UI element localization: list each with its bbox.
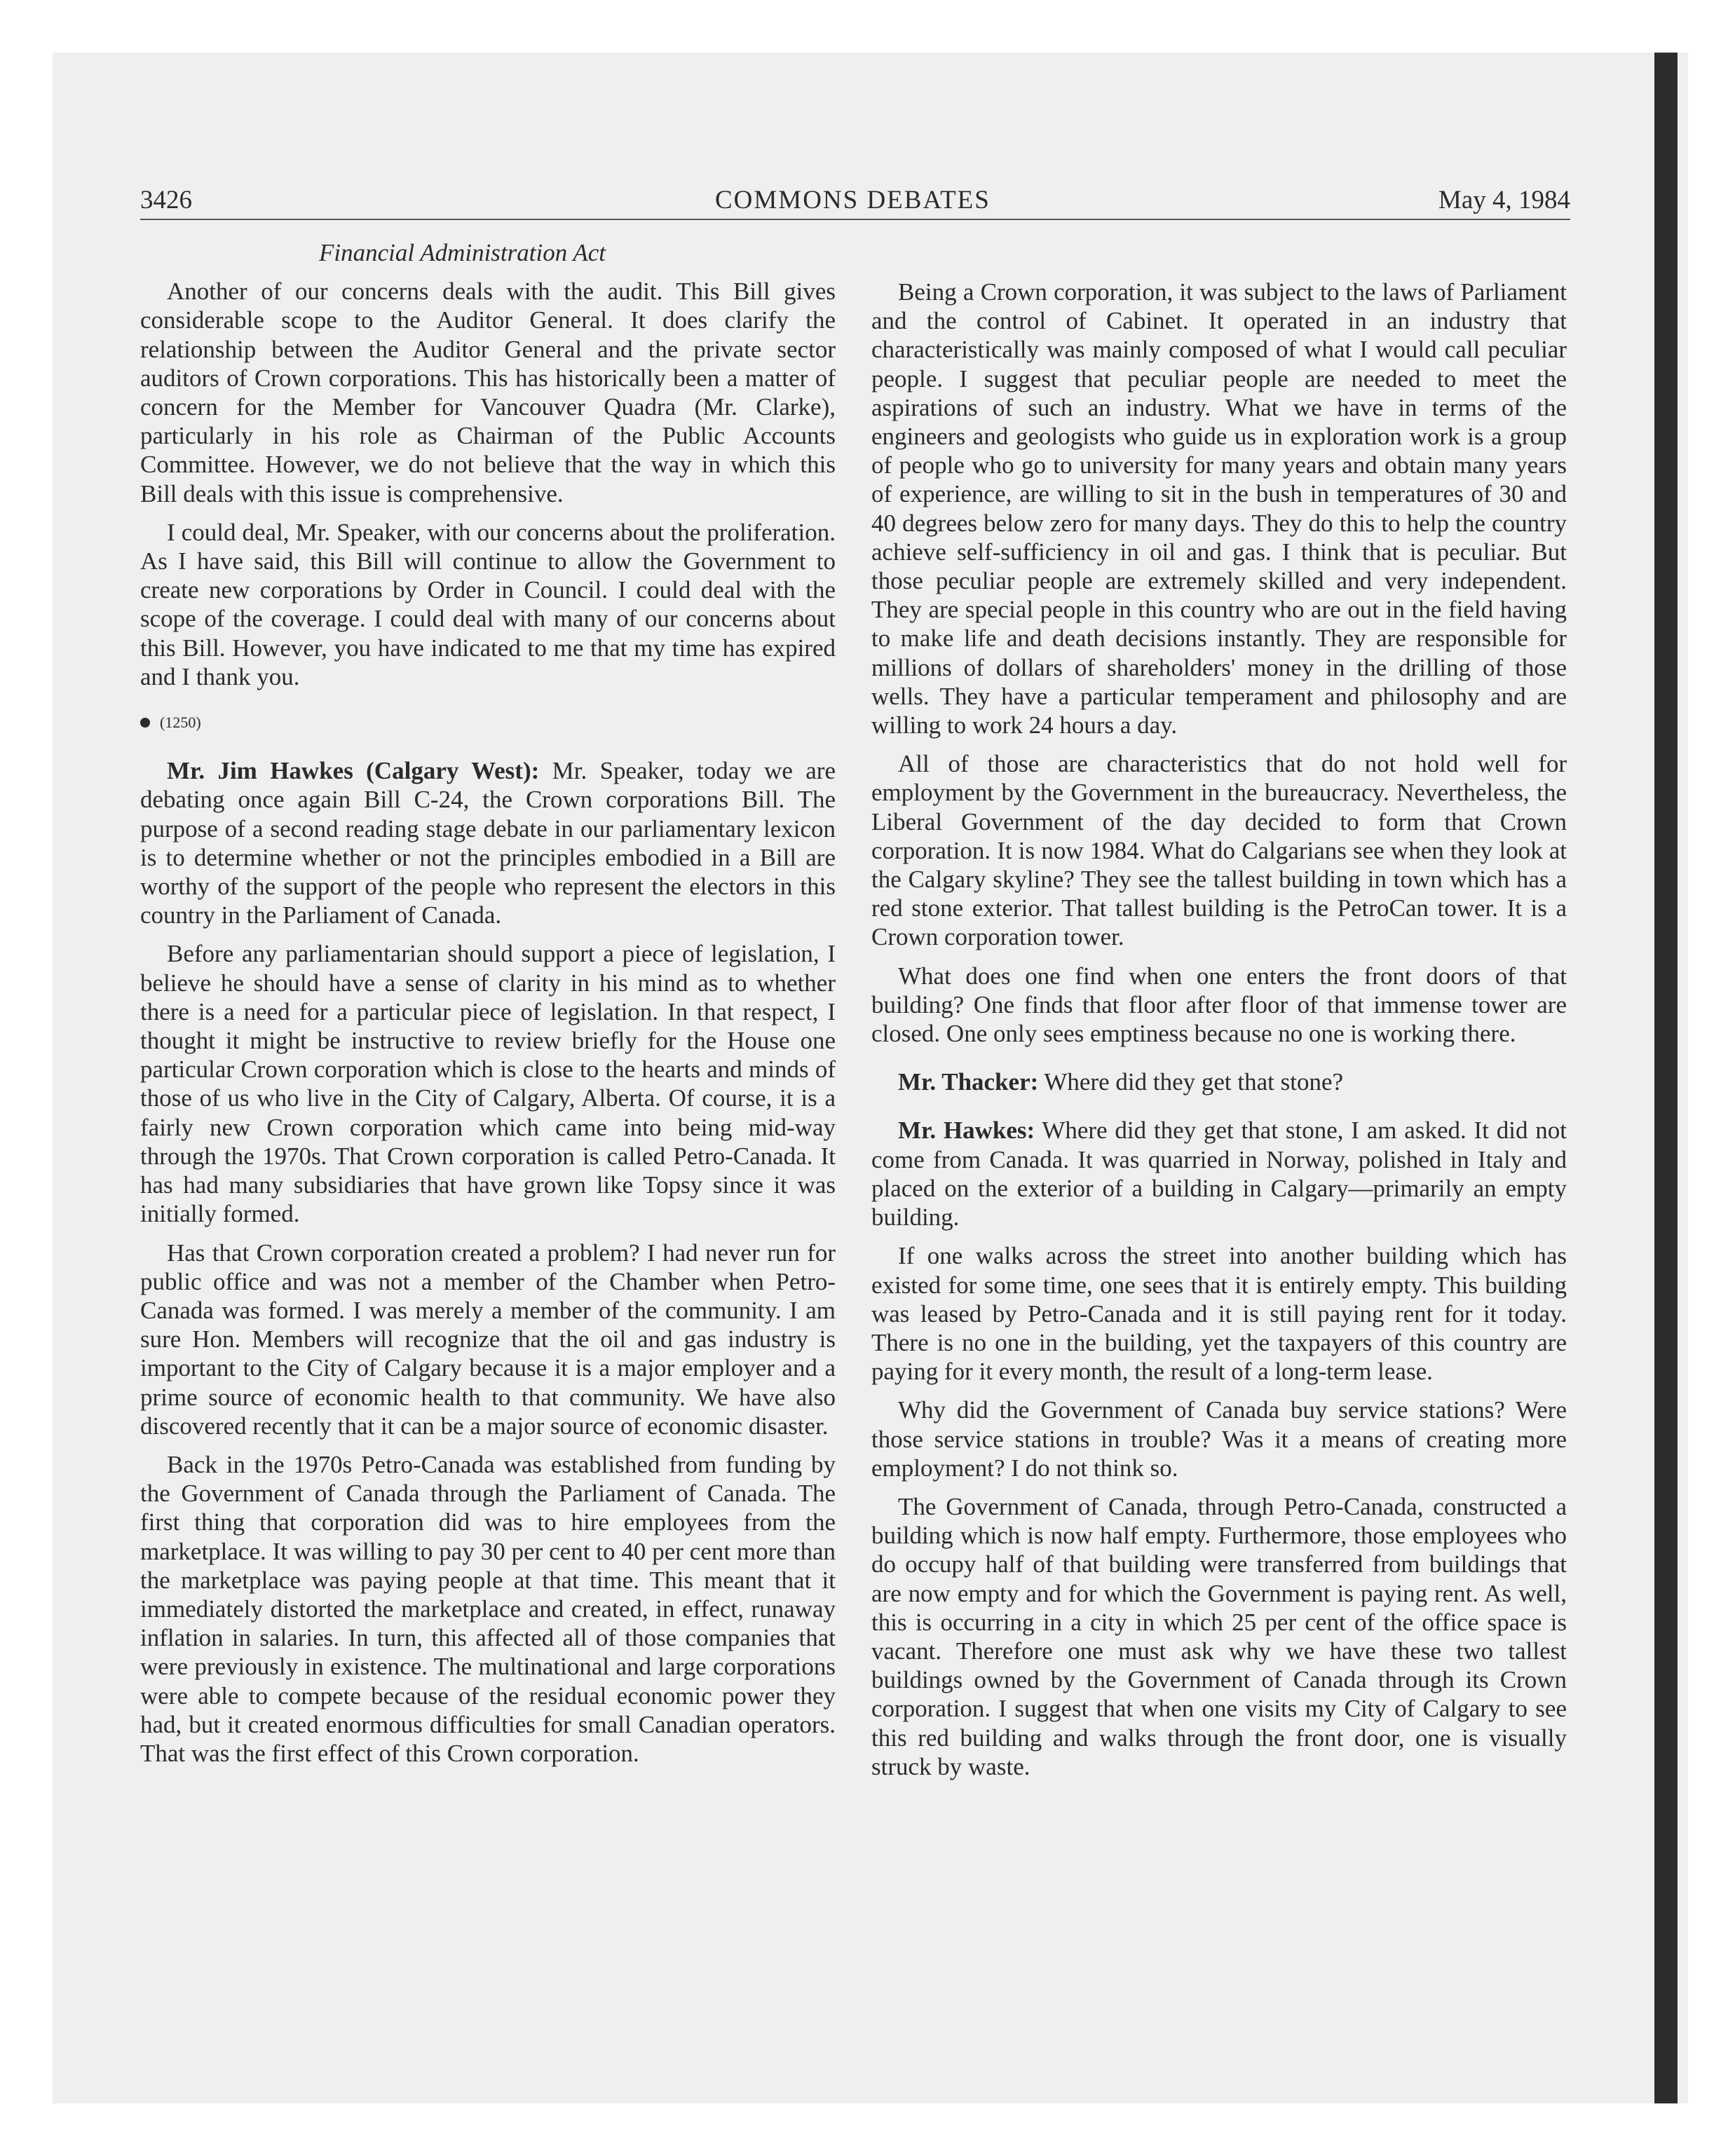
paragraph: Has that Crown corporation created a problem? I had never run for public office and was not a member of the Chamber when Petro-Canada was formed. I was merely a member of the community. I am sure Hon. Members will recognize that the oil and gas industry is important to the City of Calgary because it is a major employer and a prime source of economic health to that community. We have also discovered recently that it can be a major source of economic disaster. [140, 1239, 836, 1440]
paragraph: All of those are characteristics that do not hold well for employment by the Government in the bureaucracy. Nevertheless, the Liberal Government of the day decided to form that Crown corporation. It is now 1984. What do Calgarians see when they look at the Calgary skyline? They see the tallest building in town which has a red stone exterior. That tallest building is the PetroCan tower. It is a Crown corporation tower. [871, 750, 1567, 951]
bullet-icon [140, 718, 150, 728]
paragraph: I could deal, Mr. Speaker, with our concerns about the proliferation. As I have said, this Bill will continue to allow the Government to create new corporations by Order in Council. I could deal with the scope of the coverage. I could deal with many of our concerns about this Bill. However, you have indicated to me that my time has expired and I thank you. [140, 518, 836, 690]
paragraph: Another of our concerns deals with the audit. This Bill gives considerable scope to the Auditor General. It does clarify the relationship between the Auditor General and the private sector auditors of Crown corporations. This has historically been a matter of concern for the Member for Vancouver Quadra (Mr. Clarke), particularly in his role as Chairman of the Public Accounts Committee. However, we do not believe that the way in which this Bill deals with this issue is comprehensive. [140, 278, 836, 507]
paragraph: Before any parliamentarian should support a piece of legislation, I believe he should have a sense of clarity in his mind as to whether there is a need for a particular piece of legislation. In that respect, I thought it might be instructive to review briefly for the House one particular Crown corporation which is close to the hearts and minds of those of us who live in the City of Calgary, Alberta. Of course, it is a fairly new Crown corporation which came into being mid-way through the 1970s. That Crown corporation is called Petro-Canada. It has had many subsidiaries that have grown like Topsy since it was initially formed. [140, 940, 836, 1228]
speech-paragraph [871, 1116, 1567, 1231]
speech-text: Mr. Speaker, today we are debating once again Bill C-24, the Crown corporations Bill. The purpose of a second reading stage debate in our parliamentary lexicon is to determine whether or not the principles embodied in a Bill are worthy of the support of the people who represent the electors in this country in the Parliament of Canada. [140, 757, 836, 929]
paragraph: The Government of Canada, through Petro-Canada, constructed a building which is now half empty. Furthermore, those employees who do occupy half of that building were transferred from buildings that are now empty and for which the Government is paying rent. As well, this is occurring in a city in which 25 per cent of the office space is vacant. Therefore one must ask why we have these two tallest buildings owned by the Government of Canada through its Crown corporation. I suggest that when one visits my City of Calgary to see this red building and walks through the front door, one is visually struck by waste. [871, 1492, 1567, 1780]
header-date: May 4, 1984 [1438, 186, 1570, 214]
time-marker-label: (1250) [160, 714, 201, 732]
speech-text: Where did they get that stone, I am asked. It did not come from Canada. It was quarried in Norway, polished in Italy and placed on the exterior of a building in Calgary—primarily an empty building. [871, 1117, 1567, 1231]
speaker-name: Mr. Hawkes: [898, 1117, 1035, 1145]
scan-edge-shadow [1654, 53, 1678, 2103]
speaker-name: Mr. Thacker: [898, 1068, 1039, 1096]
time-marker [140, 708, 836, 737]
speech-paragraph [871, 1067, 1567, 1096]
speech-text: Where did they get that stone? [1038, 1068, 1344, 1096]
running-head: Financial Administration Act [319, 239, 606, 266]
publication-title: COMMONS DEBATES [715, 186, 991, 214]
paragraph: If one walks across the street into another building which has existed for some time, one sees that it is entirely empty. This building was leased by Petro-Canada and it is still paying rent for it today. There is no one in the building, yet the taxpayers of this country are paying for it every month, the result of a long-term lease. [871, 1242, 1567, 1386]
paragraph: Back in the 1970s Petro-Canada was established from funding by the Government of Canada through the Parliament of Canada. The first thing that corporation did was to hire employees from the marketplace. It was willing to pay 30 per cent to 40 per cent more than the marketplace was paying people at that time. This meant that it immediately distorted the marketplace and created, in effect, runaway inflation in salaries. In turn, this affected all of those companies that were previously in existence. The multinational and large corporations were able to compete because of the residual economic power they had, but it created enormous difficulties for small Canadian operators. That was the first effect of this Crown corporation. [140, 1450, 836, 1767]
page-header [140, 184, 1570, 220]
page-number: 3426 [140, 186, 192, 214]
paragraph: Being a Crown corporation, it was subject to the laws of Parliament and the control of Cabinet. It operated in an industry that characteristically was mainly composed of what I would call peculiar people. I suggest that peculiar people are needed to meet the aspirations of such an industry. What we have in terms of the engineers and geologists who guide us in exploration work is a group of people who go to university for many years and obtain many years of experience, are willing to sit in the bush in temperatures of 30 and 40 degrees below zero for many days. They do this to help the country achieve self-sufficiency in oil and gas. I think that is peculiar. But those peculiar people are extremely skilled and very independent. They are special people in this country who are out in the field having to make life and death decisions instantly. They are responsible for millions of dollars of shareholders' money in the drilling of those wells. They have a particular temperament and philosophy and are willing to work 24 hours a day. [871, 278, 1567, 739]
paragraph: Why did the Government of Canada buy service stations? Were those service stations in trouble? Was it a means of creating more employment? I do not think so. [871, 1396, 1567, 1482]
speech-paragraph [140, 756, 836, 929]
speaker-name: Mr. Jim Hawkes (Calgary West): [167, 757, 540, 785]
left-column [140, 238, 836, 1778]
paragraph: What does one find when one enters the front doors of that building? One finds that floor after floor of that immense tower are closed. One only sees emptiness because no one is working there. [871, 962, 1567, 1048]
right-column [871, 278, 1567, 1791]
